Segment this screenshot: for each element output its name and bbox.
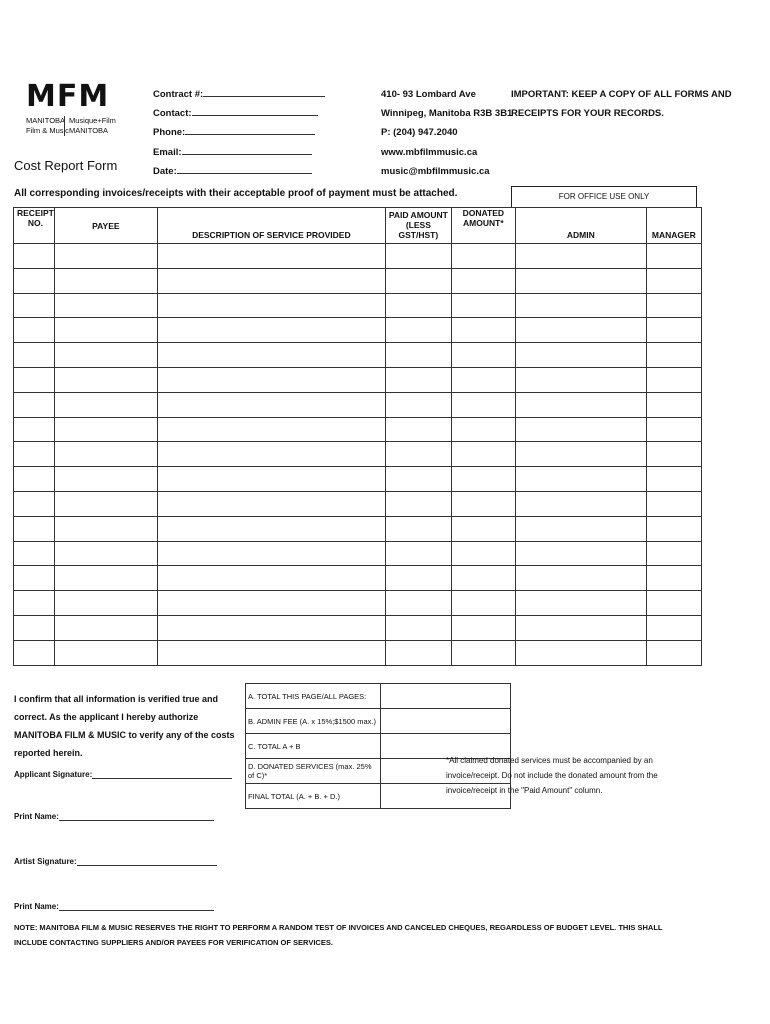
table-cell[interactable] xyxy=(157,591,385,616)
table-cell[interactable] xyxy=(646,467,701,492)
table-cell[interactable] xyxy=(646,591,701,616)
summary-d-label: D. DONATED SERVICES (max. 25% of C)* xyxy=(246,759,381,784)
table-cell[interactable] xyxy=(646,392,701,417)
table-cell[interactable] xyxy=(646,442,701,467)
table-cell[interactable] xyxy=(515,615,646,640)
table-cell[interactable] xyxy=(14,367,55,392)
table-cell[interactable] xyxy=(646,367,701,392)
table-row xyxy=(14,541,702,566)
table-cell[interactable] xyxy=(646,244,701,269)
table-cell[interactable] xyxy=(385,268,451,293)
table-row xyxy=(14,268,702,293)
table-cell[interactable] xyxy=(451,516,515,541)
table-cell[interactable] xyxy=(54,541,157,566)
table-cell[interactable] xyxy=(54,591,157,616)
table-cell[interactable] xyxy=(14,392,55,417)
table-cell[interactable] xyxy=(385,541,451,566)
table-row xyxy=(14,640,702,665)
table-cell[interactable] xyxy=(515,491,646,516)
table-cell[interactable] xyxy=(157,541,385,566)
summary-final-label: FINAL TOTAL (A. + B. + D.) xyxy=(246,784,381,809)
table-cell[interactable] xyxy=(157,516,385,541)
table-cell[interactable] xyxy=(646,640,701,665)
table-cell[interactable] xyxy=(157,417,385,442)
table-cell[interactable] xyxy=(515,467,646,492)
col-donated: DONATED AMOUNT* xyxy=(451,208,515,244)
table-cell[interactable] xyxy=(54,367,157,392)
table-row xyxy=(14,467,702,492)
table-cell[interactable] xyxy=(451,367,515,392)
col-manager: MANAGER xyxy=(646,208,701,244)
table-cell[interactable] xyxy=(515,566,646,591)
table-cell[interactable] xyxy=(385,318,451,343)
table-cell[interactable] xyxy=(14,640,55,665)
table-cell[interactable] xyxy=(54,318,157,343)
table-cell[interactable] xyxy=(451,293,515,318)
table-cell[interactable] xyxy=(385,367,451,392)
confirmation-statement: I confirm that all information is verified true and correct. As the applicant I hereby authorize MANITOBA FILM & MUSIC to verify any of the costs reported herein. xyxy=(14,694,235,758)
table-cell[interactable] xyxy=(646,293,701,318)
table-cell[interactable] xyxy=(451,640,515,665)
table-cell[interactable] xyxy=(515,591,646,616)
table-cell[interactable] xyxy=(385,615,451,640)
logo: MFM xyxy=(26,79,110,114)
table-row xyxy=(14,566,702,591)
footer-note: NOTE: MANITOBA FILM & MUSIC RESERVES THE RIGHT TO PERFORM A RANDOM TEST OF INVOICES AND CANCELED CHEQUES, REGARDLESS OF BUDGET LEVEL. THIS SHALL INCLUDE CONTACTING SUPPLIERS AND/OR PAYEES FOR VERIFICATION OF SERVICES. xyxy=(14,923,663,947)
table-cell[interactable] xyxy=(451,442,515,467)
contact-fields xyxy=(153,85,325,181)
table-row xyxy=(14,318,702,343)
phone-field[interactable]: Phone: xyxy=(153,123,325,142)
table-cell[interactable] xyxy=(385,491,451,516)
table-cell[interactable] xyxy=(54,491,157,516)
table-cell[interactable] xyxy=(515,541,646,566)
table-cell[interactable] xyxy=(451,244,515,269)
table-row xyxy=(14,343,702,368)
table-cell[interactable] xyxy=(14,491,55,516)
table-cell[interactable] xyxy=(646,268,701,293)
table-cell[interactable] xyxy=(646,417,701,442)
table-cell[interactable] xyxy=(646,491,701,516)
summary-b-field[interactable] xyxy=(381,709,511,734)
table-cell[interactable] xyxy=(646,318,701,343)
table-cell[interactable] xyxy=(14,467,55,492)
table-cell[interactable] xyxy=(385,467,451,492)
col-receipt: RECEIPT NO. xyxy=(14,208,55,244)
table-cell[interactable] xyxy=(385,442,451,467)
table-cell[interactable] xyxy=(54,615,157,640)
summary-a-label: A. TOTAL THIS PAGE/ALL PAGES: xyxy=(246,684,381,709)
table-row xyxy=(14,442,702,467)
table-cell[interactable] xyxy=(646,541,701,566)
print-name-1[interactable]: Print Name: xyxy=(14,812,214,821)
table-cell[interactable] xyxy=(14,293,55,318)
table-cell[interactable] xyxy=(157,268,385,293)
table-cell[interactable] xyxy=(54,467,157,492)
table-cell[interactable] xyxy=(385,343,451,368)
table-cell[interactable] xyxy=(451,491,515,516)
table-row xyxy=(14,367,702,392)
table-cell[interactable] xyxy=(385,566,451,591)
table-cell[interactable] xyxy=(54,566,157,591)
table-cell[interactable] xyxy=(157,343,385,368)
summary-a-field[interactable] xyxy=(381,684,511,709)
table-cell[interactable] xyxy=(14,244,55,269)
table-cell[interactable] xyxy=(14,516,55,541)
col-admin: ADMIN xyxy=(515,208,646,244)
table-cell[interactable] xyxy=(157,615,385,640)
table-cell[interactable] xyxy=(157,640,385,665)
table-cell[interactable] xyxy=(157,392,385,417)
table-cell[interactable] xyxy=(54,442,157,467)
table-cell[interactable] xyxy=(515,516,646,541)
table-cell[interactable] xyxy=(54,343,157,368)
office-use-label: FOR OFFICE USE ONLY xyxy=(511,186,697,208)
table-cell[interactable] xyxy=(14,442,55,467)
table-row xyxy=(14,591,702,616)
table-cell[interactable] xyxy=(646,343,701,368)
table-cell[interactable] xyxy=(54,516,157,541)
table-cell[interactable] xyxy=(515,268,646,293)
date-field[interactable]: Date: xyxy=(153,162,325,181)
table-row xyxy=(14,244,702,269)
form-title: Cost Report Form xyxy=(14,158,118,173)
summary-c-label: C. TOTAL A + B xyxy=(246,734,381,759)
table-cell[interactable] xyxy=(646,615,701,640)
table-cell[interactable] xyxy=(646,516,701,541)
table-row xyxy=(14,417,702,442)
table-cell[interactable] xyxy=(451,392,515,417)
email-field[interactable]: Email: xyxy=(153,143,325,162)
contract-field[interactable]: Contract #: xyxy=(153,85,325,104)
table-cell[interactable] xyxy=(451,467,515,492)
table-cell[interactable] xyxy=(451,615,515,640)
table-cell[interactable] xyxy=(54,268,157,293)
table-cell[interactable] xyxy=(14,417,55,442)
table-cell[interactable] xyxy=(157,367,385,392)
table-cell[interactable] xyxy=(515,244,646,269)
table-cell[interactable] xyxy=(54,244,157,269)
table-cell[interactable] xyxy=(515,318,646,343)
table-row xyxy=(14,516,702,541)
table-cell[interactable] xyxy=(451,566,515,591)
table-row xyxy=(14,615,702,640)
logo-subtitle-fr: Musique+Film MANITOBA xyxy=(64,116,116,136)
table-cell[interactable] xyxy=(385,417,451,442)
table-row xyxy=(14,392,702,417)
table-cell[interactable] xyxy=(54,417,157,442)
table-cell[interactable] xyxy=(54,640,157,665)
table-cell[interactable] xyxy=(451,318,515,343)
table-cell[interactable] xyxy=(157,293,385,318)
table-cell[interactable] xyxy=(515,392,646,417)
donated-note: *All claimed donated services must be accompanied by an invoice/receipt. Do not include the donated amount from the invoice/receipt in the "Paid Amount" column. xyxy=(446,756,658,795)
table-cell[interactable] xyxy=(515,442,646,467)
table-cell[interactable] xyxy=(157,244,385,269)
table-cell[interactable] xyxy=(515,343,646,368)
table-cell[interactable] xyxy=(385,516,451,541)
table-cell[interactable] xyxy=(385,640,451,665)
print-name-2[interactable]: Print Name: xyxy=(14,902,214,911)
table-cell[interactable] xyxy=(54,392,157,417)
table-cell[interactable] xyxy=(515,293,646,318)
table-cell[interactable] xyxy=(515,417,646,442)
col-paid: PAID AMOUNT (LESS GST/HST) xyxy=(385,208,451,244)
table-cell[interactable] xyxy=(14,343,55,368)
table-row xyxy=(14,491,702,516)
artist-signature[interactable]: Artist Signature: xyxy=(14,857,217,866)
table-cell[interactable] xyxy=(515,367,646,392)
table-cell[interactable] xyxy=(14,268,55,293)
table-cell[interactable] xyxy=(157,318,385,343)
attachment-notice: All corresponding invoices/receipts with their acceptable proof of payment must be attached. xyxy=(14,188,458,199)
email-link[interactable]: music@mbfilmmusic.ca xyxy=(381,165,490,177)
website-link[interactable]: www.mbfilmmusic.ca xyxy=(381,146,478,158)
table-cell[interactable] xyxy=(515,640,646,665)
table-cell[interactable] xyxy=(14,566,55,591)
table-cell[interactable] xyxy=(157,566,385,591)
table-cell[interactable] xyxy=(451,541,515,566)
table-cell[interactable] xyxy=(451,268,515,293)
table-cell[interactable] xyxy=(157,491,385,516)
table-row xyxy=(14,293,702,318)
table-cell[interactable] xyxy=(646,566,701,591)
table-cell[interactable] xyxy=(14,318,55,343)
table-cell[interactable] xyxy=(54,293,157,318)
table-cell[interactable] xyxy=(451,591,515,616)
col-payee: PAYEE xyxy=(54,208,157,244)
table-cell[interactable] xyxy=(14,541,55,566)
table-cell[interactable] xyxy=(451,343,515,368)
table-cell[interactable] xyxy=(157,442,385,467)
table-cell[interactable] xyxy=(385,293,451,318)
contact-field[interactable]: Contact: xyxy=(153,104,325,123)
address-block: 410- 93 Lombard Ave Winnipeg, Manitoba R3B 3B1 P: (204) 947.2040 www.mbfilmmusic.ca music@mbfilmmusic.ca xyxy=(381,85,512,181)
table-cell[interactable] xyxy=(14,591,55,616)
cost-table xyxy=(13,207,702,666)
table-cell[interactable] xyxy=(157,467,385,492)
table-cell[interactable] xyxy=(385,392,451,417)
summary-b-label: B. ADMIN FEE (A. x 15%;$1500 max.) xyxy=(246,709,381,734)
applicant-signature[interactable]: Applicant Signature: xyxy=(14,770,232,779)
table-cell[interactable] xyxy=(14,615,55,640)
table-cell[interactable] xyxy=(385,591,451,616)
table-cell[interactable] xyxy=(385,244,451,269)
important-note: IMPORTANT: KEEP A COPY OF ALL FORMS AND RECEIPTS FOR YOUR RECORDS. xyxy=(511,89,732,120)
table-cell[interactable] xyxy=(451,417,515,442)
logo-subtitle-en: MANITOBA Film & Music xyxy=(26,116,69,135)
col-description: DESCRIPTION OF SERVICE PROVIDED xyxy=(157,208,385,244)
